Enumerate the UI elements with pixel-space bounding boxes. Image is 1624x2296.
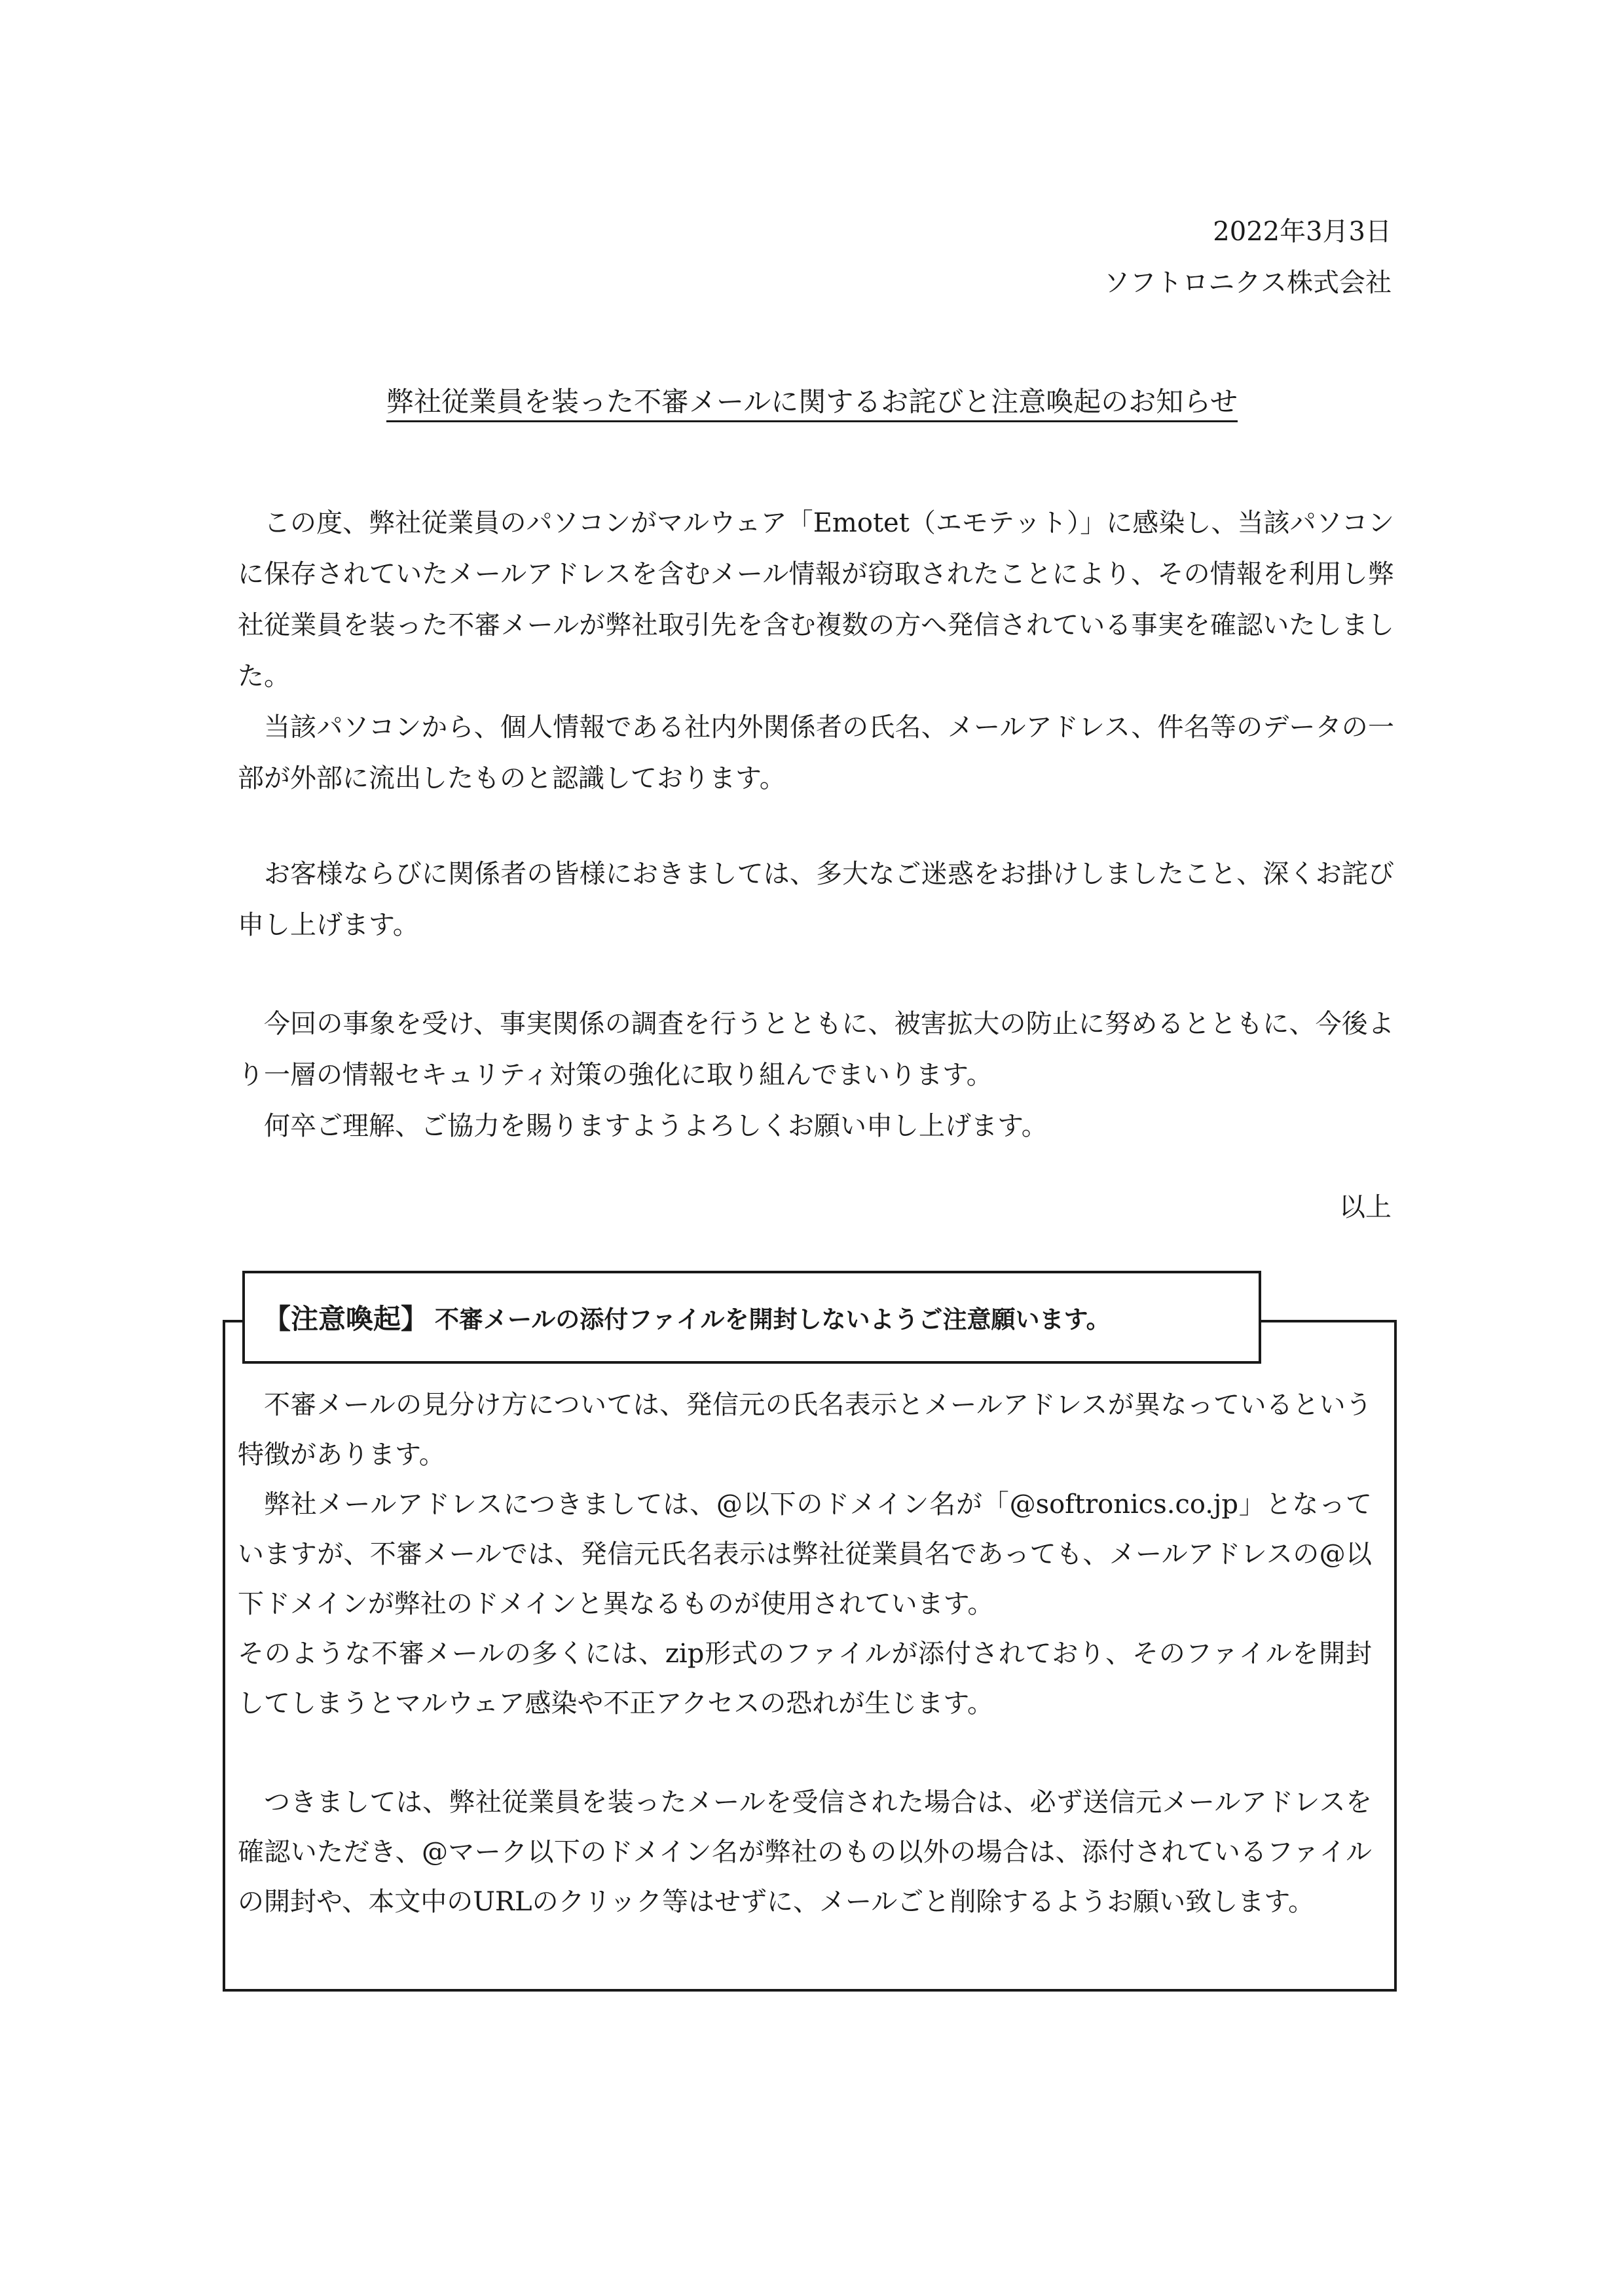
notice-paragraph-action: つきましては、弊社従業員を装ったメールを受信された場合は、必ず送信元メールアドレスを確認いただき、@マーク以下のドメイン名が弊社のもの以外の場合は、添付されているファイルの開封や、本文中のURLのクリック等はせずに、メールごと削除するようお願い致します。 — [238, 1787, 1372, 1917]
notice-paragraph-zip: そのような不審メールの多くには、zip形式のファイルが添付されており、そのファイルを開封してしまうとマルウェア感染や不正アクセスの恐れが生じます。 — [238, 1639, 1372, 1719]
notice-label: 【注意喚起】 — [263, 1303, 429, 1335]
closing-mark: 以上 — [1339, 1192, 1392, 1222]
body-section-apology — [238, 848, 1394, 951]
paragraph-incident: この度、弊社従業員のパソコンがマルウェア「Emotet（エモテット）」に感染し、当該パソコンに保存されていたメールアドレスを含むメール情報が窃取されたことにより、その情報を利用し弊社従業員を装った不審メールが弊社取引先を含む複数の方へ発信されている事実を確認いたしました。 — [238, 508, 1394, 691]
body-section-measures — [238, 998, 1394, 1152]
document-title — [0, 385, 1624, 422]
notice-paragraph-identify: 不審メールの見分け方については、発信元の氏名表示とメールアドレスが異なっているという特徴があります。 — [238, 1390, 1372, 1470]
paragraph-data-leak: 当該パソコンから、個人情報である社内外関係者の氏名、メールアドレス、件名等のデータの一部が外部に流出したものと認識しております。 — [238, 712, 1394, 793]
paragraph-request: 何卒ご理解、ご協力を賜りますようよろしくお願い申し上げます。 — [264, 1111, 1048, 1141]
notice-body-action — [238, 1777, 1372, 1927]
paragraph-measures: 今回の事象を受け、事実関係の調査を行うとともに、被害拡大の防止に努めるとともに、今後より一層の情報セキュリティ対策の強化に取り組んでまいります。 — [238, 1009, 1394, 1090]
paragraph-apology: お客様ならびに関係者の皆様におきましては、多大なご迷惑をお掛けしましたこと、深くお詫び申し上げます。 — [238, 859, 1394, 940]
document-date: 2022年3月3日 — [1213, 217, 1392, 247]
notice-body-identification — [238, 1380, 1372, 1728]
notice-heading: 不審メールの添付ファイルを開封しないようご注意願います。 — [435, 1305, 1111, 1334]
body-section-incident — [238, 498, 1394, 804]
notice-paragraph-domain: 弊社メールアドレスにつきましては、@以下のドメイン名が「@softronics.co.jp」となっていますが、不審メールでは、発信元氏名表示は弊社従業員名であっても、メールアドレスの@以下ドメインが弊社のドメインと異なるものが使用されています。 — [238, 1489, 1372, 1619]
notice-header — [242, 1271, 1261, 1364]
document-title-text: 弊社従業員を装った不審メールに関するお詫びと注意喚起のお知らせ — [386, 385, 1238, 422]
company-name: ソフトロニクス株式会社 — [1103, 268, 1392, 298]
